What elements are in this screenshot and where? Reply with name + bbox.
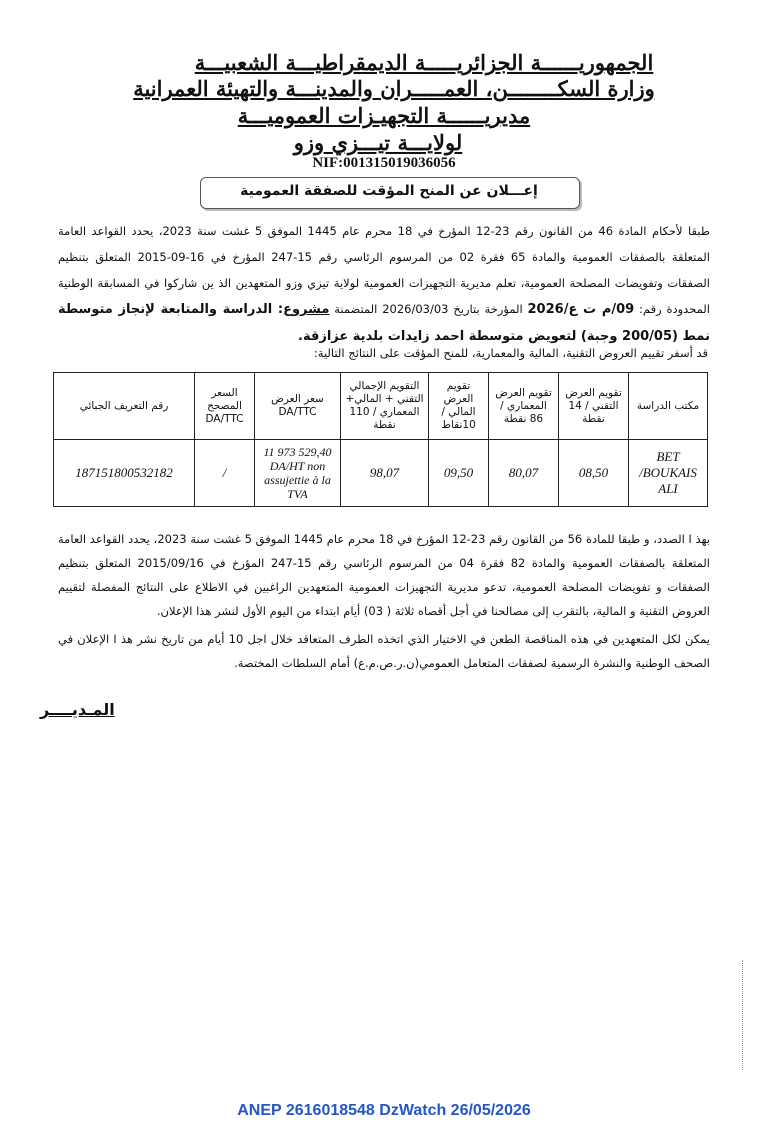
paragraph-legal-basis-text-a: طبقا لأحكام المادة 46 من القانون رقم 23-12 المؤرخ في 18 محرم عام 1445 الموفق 5 غشت سنة 2023، يحدد القواعد العامة المتعلقة بالصفقات العمومية والمادة 65 فقرة 02 من المرسوم الرئاسي رقم 15-247 المؤرخ في 16-09-2015 المتعلق بتنظيم الصفقات وتفويضات المصلحة العمومية، تعلم مديرية التجهيزات العمومية لولاية تيزي وزو المتعهدين الذ ين شاركوا في المسابقة الوطنية المحدودة رقم: xyxy=(58,224,710,316)
table-row xyxy=(54,440,708,507)
signature-director: المـديــــر xyxy=(40,700,115,719)
header-directorate: مديريــــــة التجهيـزات العموميـــة xyxy=(237,103,531,128)
cell-corrected-price: / xyxy=(195,440,255,507)
cell-financial: 09,50 xyxy=(429,440,489,507)
header-wilaya: لولايـــة تيـــزي وزو xyxy=(293,130,463,155)
paragraph-consultation-notice: بهذ ا الصدد، و طبقا للمادة 56 من القانون رقم 23-12 المؤرخ في 18 محرم عام 1445 الموفق 5 غشت سنة 2023، يحدد القواعد العامة المتعلقة بالصفقات العمومية والمادة 82 فقرة 04 من المرسوم الرئاسي رقم 15-247 المؤرخ في 2015/09/16 المتعلق بتنظيم الصفقات و تفويضات المصلحة العمومية، تدعو مديرية التجهيزات العمومية المتعهدين الراغبين في الاطلاع على النتائج المفصلة لتقييم العروض التقنية و المالية، بالتقرب إلى مصالحنا في أجل أقصاه ثلاثة ( 03) أيام ابتداء من اليوم الأول لنشر هذا الإعلان. xyxy=(58,532,710,618)
footer-anep-reference: ANEP 2616018548 DzWatch 26/05/2026 xyxy=(237,1102,531,1119)
consultation-reference: 09/م ت ع/2026 xyxy=(527,302,635,317)
header-ministry: وزارة السكــــــــن، العمـــــران والمدينـــة والتهيئة العمرانية xyxy=(133,76,655,101)
project-label: مشروع xyxy=(283,302,330,317)
header-architectural: تقويم العرض المعماري / 86 نقطة xyxy=(489,373,559,440)
paragraph-appeal-notice: يمكن لكل المتعهدين في هذه المناقصة الطعن في الاختيار الذي اتخذه الطرف المتعاقد خلال اجل 10 أيام من تاريخ نشر هذ ا الإعلان في الصحف الوطنية والنشرة الرسمية لصفقات المتعامل العمومي(ن.ر.ص.م.ع) أمام السلطات المختصة. xyxy=(58,632,711,670)
announcement-title: إعـــلان عن المنح المؤقت للصفقة العمومية xyxy=(240,183,538,199)
cell-tax-id: 187151800532182 xyxy=(54,440,195,507)
results-table xyxy=(53,372,708,507)
table-header-row xyxy=(54,373,708,440)
header-total: التقويم الإجمالي التقني + المالي+ المعماري / 110 نقطة xyxy=(341,373,429,440)
header-republic: الجمهوريــــــة الجزائريـــــة الديمقراطيـــة الشعبيـــة xyxy=(194,50,654,75)
cell-office: BET /BOUKAIS ALI xyxy=(629,440,708,507)
cell-total: 98,07 xyxy=(341,440,429,507)
cell-architectural: 80,07 xyxy=(489,440,559,507)
header-tax-id: رقم التعريف الجبائي xyxy=(54,373,195,440)
header-price: سعر العرض DA/TTC xyxy=(255,373,341,440)
scan-margin-mark xyxy=(742,960,744,1070)
header-technical: تقويم العرض التقني / 14 نقطة xyxy=(559,373,629,440)
header-financial: تقويم العرض المالي / 10نقاط xyxy=(429,373,489,440)
cell-technical: 08,50 xyxy=(559,440,629,507)
project-title: : الدراسة والمتابعة لإنجاز متوسطة نمط (200/05 وجبة) لتعويض متوسطة احمد زايدات بلدية عزازقة. xyxy=(58,302,710,344)
cell-price: 11 973 529,40 DA/HT non assujettie à la TVA xyxy=(255,440,341,507)
paragraph-legal-basis-text-b: المؤرخة بتاريخ 2026/03/03 المتضمنة xyxy=(329,302,528,316)
paragraph-results-intro: قد أسفر تقييم العروض التقنية، المالية والمعمارية، للمنح المؤقت على النتائج التالية: xyxy=(313,346,708,360)
paragraph-legal-basis xyxy=(58,218,710,350)
header-corrected-price: السعر المصحح DA/TTC xyxy=(195,373,255,440)
nif-number: NIF:001315019036056 xyxy=(312,155,456,171)
header-office: مكتب الدراسة xyxy=(629,373,708,440)
